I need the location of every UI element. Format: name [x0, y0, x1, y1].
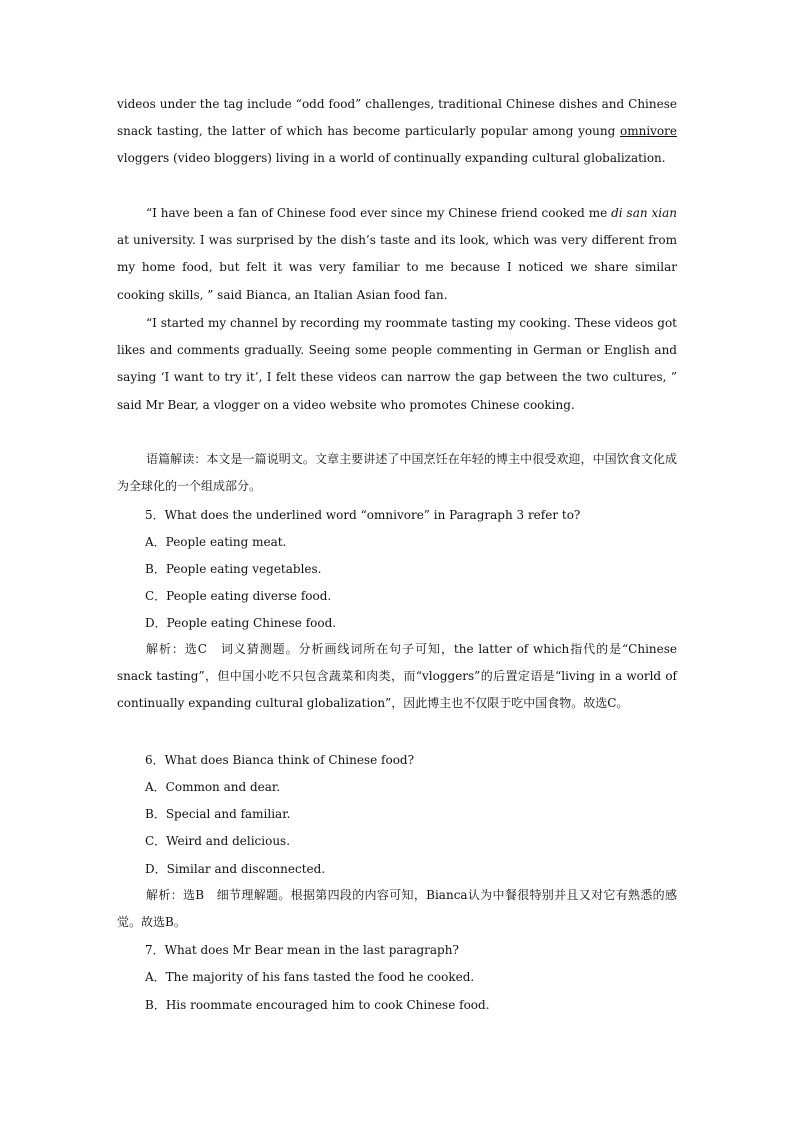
question-7: 7．What does Mr Bear mean in the last paragraph? — [145, 943, 459, 957]
passage-text: at university. I was surprised by the dish’s taste and its look, which was very different from my home food, but felt it was very familiar to me because I noticed we share similar cooking skills, ” said Bianca, an Italian Asian food fan. — [117, 233, 677, 302]
q6-analysis — [117, 882, 677, 936]
analysis-text: 解析：选C 词义猜测题。分析画线词所在句子可知，the latter of which指代的是“Chinese snack tasting”，但中国小吃不只包含蔬菜和肉类，而“vloggers”的后置定语是“living in a world of continually expanding cultural globalization”，因此博主也不仅限于吃中国食物。故选C。 — [117, 642, 677, 710]
question-5: 5．What does the underlined word “omnivore” in Paragraph 3 refer to? — [145, 508, 581, 522]
summary-text: 语篇解读：本文是一篇说明文。文章主要讲述了中国烹饪在年轻的博主中很受欢迎，中国饮食文化成为全球化的一个组成部分。 — [117, 452, 677, 493]
q6-option-c: C．Weird and delicious. — [145, 834, 291, 848]
q5-option-a: A．People eating meat. — [145, 535, 287, 549]
q5-option-c: C．People eating diverse food. — [145, 589, 332, 603]
q5-option-d: D．People eating Chinese food. — [145, 616, 337, 630]
summary-paragraph — [117, 446, 677, 500]
q6-option-b: B．Special and familiar. — [145, 807, 291, 821]
passage-text: vloggers (video bloggers) living in a world of continually expanding cultural globalization. — [117, 151, 666, 166]
underlined-word: omnivore — [619, 124, 677, 139]
q7-option-b: B．His roommate encouraged him to cook Chinese food. — [145, 998, 490, 1012]
passage-paragraph-3 — [117, 310, 677, 419]
q6-option-d: D．Similar and disconnected. — [145, 862, 326, 876]
question-6: 6．What does Bianca think of Chinese food? — [145, 753, 415, 767]
passage-paragraph-2 — [117, 200, 677, 309]
italic-dish-name: di san xian — [611, 206, 677, 220]
passage-text: videos under the tag include “odd food” challenges, traditional Chinese dishes and Chinese snack tasting, the latter of which has become particularly popular among young — [117, 97, 677, 139]
passage-text: “I started my channel by recording my roommate tasting my cooking. These videos got likes and comments gradually. Seeing some people commenting in German or English and saying ‘I want to try it’, I felt these videos can narrow the gap between the two cultures, ” said Mr Bear, a vlogger on a video website who promotes Chinese cooking. — [117, 316, 677, 412]
q5-analysis — [117, 636, 677, 717]
q6-option-a: A．Common and dear. — [145, 780, 281, 794]
passage-text: “I have been a fan of Chinese food ever since my Chinese friend cooked me — [146, 206, 612, 220]
q7-option-a: A．The majority of his fans tasted the food he cooked. — [145, 970, 475, 984]
analysis-text: 解析：选B 细节理解题。根据第四段的内容可知，Bianca认为中餐很特别并且又对它有熟悉的感觉。故选B。 — [117, 888, 677, 929]
q5-option-b: B．People eating vegetables. — [145, 562, 322, 576]
passage-paragraph-1 — [117, 91, 677, 173]
